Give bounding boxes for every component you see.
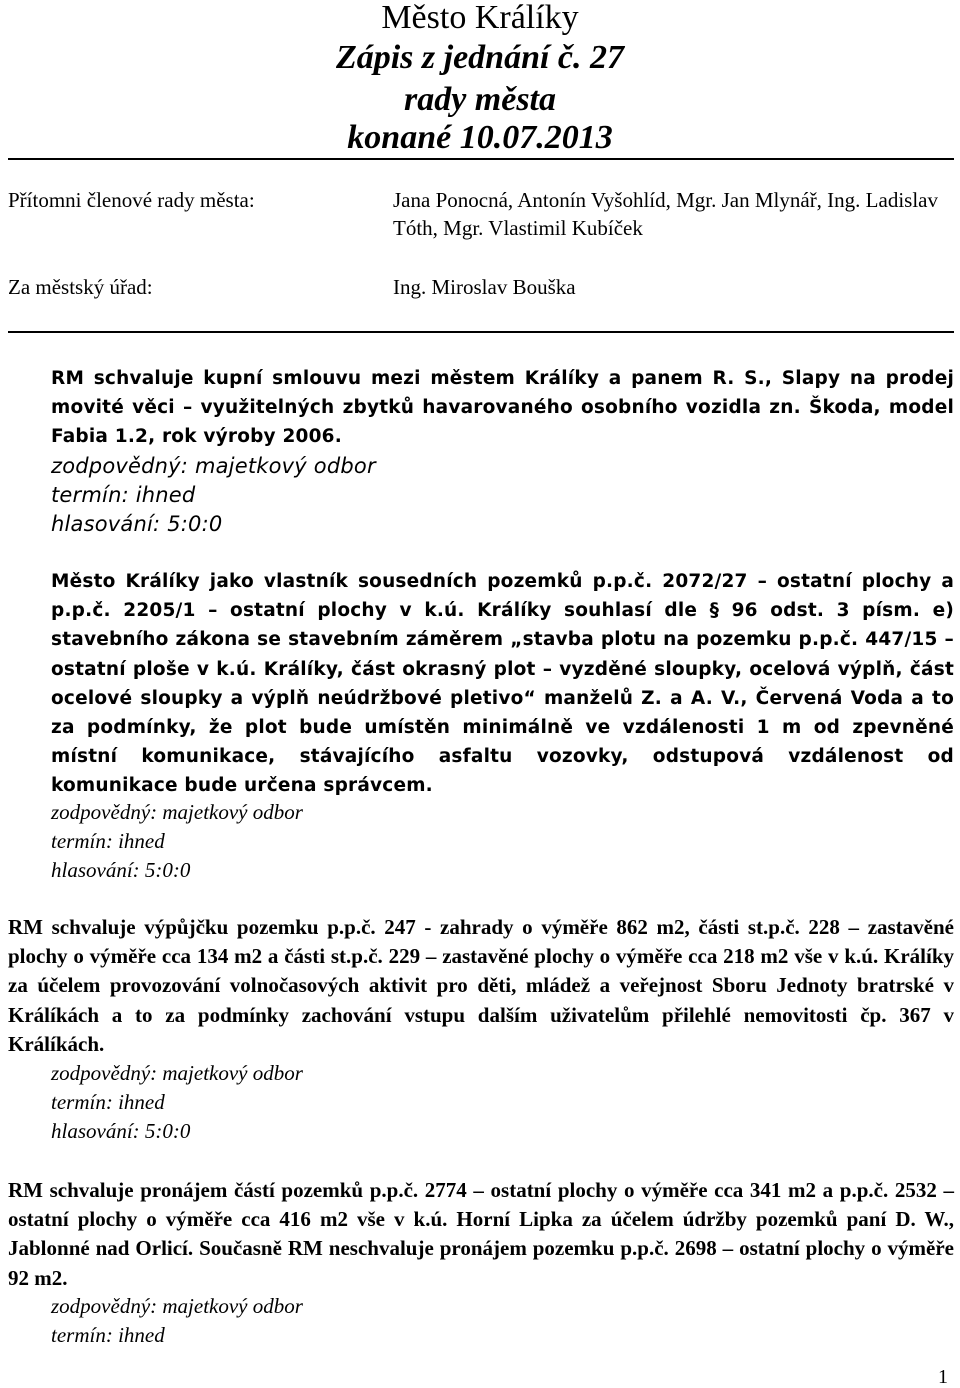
resolution-2-deadline: termín: ihned	[51, 829, 165, 853]
resolution-4-meta	[51, 1292, 303, 1350]
members-value: Jana Ponocná, Antonín Vyšohlíd, Mgr. Jan Mlynář, Ing. Ladislav Tóth, Mgr. Vlastimil Kubíček	[393, 188, 938, 240]
resolution-2-text: Město Králíky jako vlastník sousedních pozemků p.p.č. 2072/27 – ostatní plochy a p.p.č. 2205/1 – ostatní plochy v k.ú. Králíky souhlasí dle § 96 odst. 3 písm. e) stavebního zákona se stavebním záměrem „stavba plotu na pozemku p.p.č. 447/15 – ostatní ploše v k.ú. Králíky, část okrasný plot – vyzděné sloupky, ocelová výplň, část ocelové sloupky a výplň neúdržbové pletivo“ manželů Z. a A. V., Červená Voda a to za podmínky, že plot bude umístěn minimálně ve vzdálenosti 1 m od zpevněné místní komunikace, stávajícího asfaltu vozovky, odstupová vzdálenost od komunikace bude určena správcem.	[51, 571, 954, 797]
council-subtitle: rady města	[403, 81, 557, 118]
town-title: Město Králíky	[381, 0, 579, 36]
office-label: Za městský úřad:	[8, 275, 153, 299]
resolution-2-vote: hlasování: 5:0:0	[51, 858, 191, 882]
resolution-3-text: RM schvaluje výpůjčku pozemku p.p.č. 247 - zahrady o výměře 862 m2, části st.p.č. 228 – zastavěné plochy o výměře cca 134 m2 a části st.p.č. 229 – zastavěné plochy o výměře cca 218 m2 vše v k.ú. Králíky za účelem provozování volnočasových aktivit pro děti, mládež a veřejnost Sboru Jednoty bratrské v Králíkách a to za podmínky zachování vstupu dalším uživatelům přilehlé nemovitosti čp. 367 v Králíkách.	[8, 915, 954, 1056]
resolution-1-responsible: zodpovědný: majetkový odbor	[51, 454, 376, 478]
resolution-1-meta	[51, 452, 376, 539]
resolution-4-deadline: termín: ihned	[51, 1323, 165, 1347]
resolution-2-meta	[51, 798, 303, 885]
meeting-date: konané 10.07.2013	[347, 119, 613, 156]
resolution-4-responsible: zodpovědný: majetkový odbor	[51, 1294, 303, 1318]
resolution-3-vote: hlasování: 5:0:0	[51, 1119, 191, 1143]
resolution-3-responsible: zodpovědný: majetkový odbor	[51, 1061, 303, 1085]
page-number: 1	[938, 1366, 948, 1388]
office-value: Ing. Miroslav Bouška	[393, 275, 576, 299]
resolution-1-vote: hlasování: 5:0:0	[51, 512, 223, 536]
minutes-title: Zápis z jednání č. 27	[335, 39, 625, 76]
attendance-divider	[8, 331, 954, 333]
resolution-4-text: RM schvaluje pronájem částí pozemků p.p.č. 2774 – ostatní plochy o výměře cca 341 m2 a p.p.č. 2532 – ostatní plochy o výměře cca 416 m2 vše v k.ú. Horní Lipka za účelem údržby pozemků paní D. W., Jablonné nad Orlicí. Současně RM neschvaluje pronájem pozemku p.p.č. 2698 – ostatní plochy o výměře 92 m2.	[8, 1178, 954, 1290]
resolution-3-meta	[51, 1059, 303, 1146]
resolution-1-text: RM schvaluje kupní smlouvu mezi městem Králíky a panem R. S., Slapy na prodej movité věci – využitelných zbytků havarovaného osobního vozidla zn. Škoda, model Fabia 1.2, rok výroby 2006.	[51, 368, 954, 448]
resolution-1-deadline: termín: ihned	[51, 483, 196, 507]
resolution-2-responsible: zodpovědný: majetkový odbor	[51, 800, 303, 824]
members-label: Přítomni členové rady města:	[8, 188, 255, 212]
header-divider	[8, 158, 954, 160]
resolution-3-deadline: termín: ihned	[51, 1090, 165, 1114]
